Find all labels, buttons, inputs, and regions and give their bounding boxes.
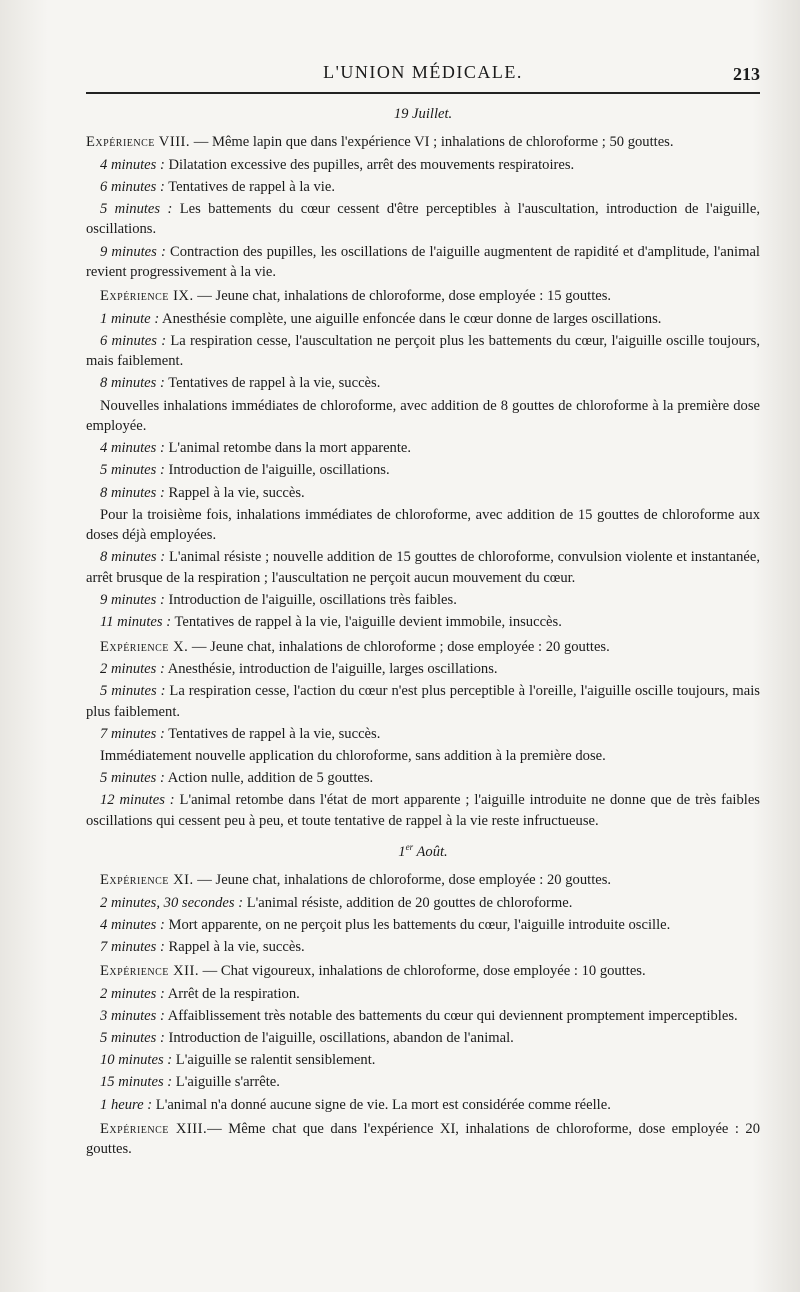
time-label: 7 minutes : (100, 939, 165, 956)
time-label: 1 heure : (100, 1096, 153, 1113)
experiment-text: — Chat vigoureux, inhalations de chloroforme, dose employée : 10 gouttes. (198, 963, 646, 980)
time-label: 4 minutes : (100, 916, 165, 933)
timeline-entry (86, 438, 760, 458)
time-label: 2 minutes : (100, 985, 165, 1002)
experiment-text: — Jeune chat, inhalations de chloroforme, dose employée : 20 gouttes. (193, 872, 612, 889)
time-label: 7 minutes : (100, 725, 165, 742)
entry-text: L'animal résiste ; nouvelle addition de 15 gouttes de chloroforme, convulsion violente et instantanée, arrêt brusque de la respiration ; l'auscultation ne perçoit aucun mouvement du cœur. (86, 549, 760, 586)
timeline-entry (86, 483, 760, 503)
timeline-entry (86, 659, 760, 679)
time-label: 11 minutes : (100, 614, 172, 631)
time-label: 6 minutes : (100, 178, 165, 195)
experiment-xi-intro (86, 870, 760, 890)
timeline-entry (86, 681, 760, 722)
timeline-entry (86, 1028, 760, 1048)
entry-text: Introduction de l'aiguille, oscillations. (164, 462, 390, 479)
entry-text: L'aiguille s'arrête. (172, 1074, 280, 1091)
time-label: 5 minutes : (100, 462, 165, 479)
page-number: 213 (733, 64, 760, 84)
timeline-entry (86, 790, 760, 831)
experiment-text: — Même chat que dans l'expérience XI, inhalations de chloroforme, dose employée : 20 gouttes. (86, 1121, 760, 1158)
header-rule (86, 92, 760, 94)
entry-text: La respiration cesse, l'auscultation ne perçoit plus les battements du cœur, l'aiguille oscille toujours, mais faiblement. (86, 332, 760, 370)
timeline-entry (86, 768, 760, 788)
experiment-x-intro (86, 637, 760, 657)
timeline-entry (86, 199, 760, 240)
time-label: 8 minutes : (100, 375, 165, 392)
time-label: 2 minutes : (100, 660, 165, 677)
experiment-title: Expérience IX. (100, 288, 194, 305)
experiment-text: — Jeune chat, inhalations de chloroforme ; dose employée : 20 gouttes. (188, 638, 610, 655)
time-label: 3 minutes : (100, 1007, 165, 1024)
entry-text: Tentatives de rappel à la vie. (164, 178, 335, 195)
journal-title: L'UNION MÉDICALE. (323, 62, 523, 82)
timeline-entry (86, 612, 760, 632)
experiment-title: Expérience XI. (100, 872, 194, 889)
timeline-entry (86, 915, 760, 935)
experiment-text: — Jeune chat, inhalations de chloroforme, dose employée : 15 gouttes. (193, 288, 612, 305)
time-label: 9 minutes : (100, 592, 165, 609)
entry-text: L'aiguille se ralentit sensiblement. (172, 1052, 376, 1069)
time-label: 15 minutes : (100, 1074, 173, 1091)
experiment-title: Expérience X. (100, 638, 189, 655)
entry-text: Tentatives de rappel à la vie, l'aiguille devient immobile, insuccès. (171, 614, 562, 631)
timeline-entry (86, 373, 760, 393)
time-label: 5 minutes : (100, 1030, 165, 1047)
experiment-ix-intro (86, 286, 760, 306)
experiment-xii-intro (86, 961, 760, 981)
experiment-title: Expérience XIII. (100, 1121, 208, 1138)
entry-text: Rappel à la vie, succès. (164, 484, 305, 501)
timeline-entry (86, 893, 760, 913)
timeline-entry (86, 155, 760, 175)
timeline-entry (86, 547, 760, 588)
entry-text: Tentatives de rappel à la vie, succès. (164, 725, 381, 742)
entry-text: Rappel à la vie, succès. (164, 939, 305, 956)
time-label: 9 minutes : (100, 243, 166, 260)
timeline-entry (86, 984, 760, 1004)
time-label: 8 minutes : (100, 484, 165, 501)
entry-text: Mort apparente, on ne perçoit plus les battements du cœur, l'aiguille introduite oscille. (164, 916, 671, 933)
timeline-entry (86, 590, 760, 610)
date-superscript: er (405, 842, 414, 853)
entry-text: Affaiblissement très notable des battements du cœur qui deviennent promptement imperceptibles. (164, 1007, 738, 1024)
entry-text: Action nulle, addition de 5 gouttes. (164, 770, 374, 787)
article-body (86, 104, 760, 1162)
date-day: 1 (398, 844, 406, 860)
time-label: 2 minutes, 30 secondes : (100, 894, 244, 911)
timeline-entry (86, 1006, 760, 1026)
time-label: 1 minute : (100, 310, 160, 327)
entry-text: La respiration cesse, l'action du cœur n'est plus perceptible à l'oreille, l'aiguille oscille toujours, mais plus faiblement. (86, 683, 760, 720)
running-header (86, 58, 760, 88)
date-heading (86, 837, 760, 862)
time-label: 10 minutes : (100, 1052, 173, 1069)
timeline-entry (86, 460, 760, 480)
time-label: 5 minutes : (100, 201, 173, 218)
entry-text: Tentatives de rappel à la vie, succès. (164, 375, 381, 392)
experiment-viii-intro (86, 132, 760, 152)
experiment-text: — Même lapin que dans l'expérience VI ; inhalations de chloroforme ; 50 gouttes. (190, 134, 674, 151)
entry-text: L'animal résiste, addition de 20 gouttes de chloroforme. (243, 894, 573, 911)
timeline-entry (86, 937, 760, 957)
timeline-entry (86, 242, 760, 283)
date-heading: 19 Juillet. (393, 106, 453, 122)
entry-text: L'animal n'a donné aucune signe de vie. La mort est considérée comme réelle. (152, 1096, 611, 1113)
timeline-entry (86, 724, 760, 744)
experiment-title: Expérience VIII. (86, 134, 191, 151)
paragraph: Nouvelles inhalations immédiates de chloroforme, avec addition de 8 gouttes de chloroforme à la première dose employée. (86, 397, 760, 435)
entry-text: Les battements du cœur cessent d'être perceptibles à l'auscultation, introduction de l'aiguille, oscillations. (86, 201, 760, 238)
time-label: 12 minutes : (100, 792, 175, 809)
time-label: 5 minutes : (100, 683, 166, 700)
date-month: Août. (413, 844, 448, 860)
entry-text: Introduction de l'aiguille, oscillations, abandon de l'animal. (164, 1030, 514, 1047)
entry-text: Introduction de l'aiguille, oscillations très faibles. (164, 592, 457, 609)
entry-text: L'animal retombe dans la mort apparente. (164, 440, 412, 457)
experiment-xiii-intro (86, 1119, 760, 1160)
timeline-entry (86, 177, 760, 197)
timeline-entry (86, 1072, 760, 1092)
entry-text: Dilatation excessive des pupilles, arrêt des mouvements respiratoires. (164, 156, 575, 173)
experiment-title: Expérience XII. (100, 963, 199, 980)
entry-text: Anesthésie complète, une aiguille enfoncée dans le cœur donne de larges oscillations. (159, 310, 662, 327)
entry-text: Anesthésie, introduction de l'aiguille, larges oscillations. (164, 660, 498, 677)
timeline-entry (86, 309, 760, 329)
entry-text: L'animal retombe dans l'état de mort apparente ; l'aiguille introduite ne donne que de très faibles oscillations qui cessent peu à peu, et toute tentative de rappel à la vie reste infructueuse. (86, 792, 760, 829)
timeline-entry (86, 331, 760, 372)
time-label: 6 minutes : (100, 332, 167, 349)
time-label: 4 minutes : (100, 156, 165, 173)
time-label: 4 minutes : (100, 440, 165, 457)
timeline-entry (86, 1095, 760, 1115)
entry-text: Arrêt de la respiration. (164, 985, 300, 1002)
time-label: 5 minutes : (100, 770, 165, 787)
time-label: 8 minutes : (100, 549, 166, 566)
paragraph: Immédiatement nouvelle application du chloroforme, sans addition à la première dose. (100, 747, 606, 764)
timeline-entry (86, 1050, 760, 1070)
entry-text: Contraction des pupilles, les oscillations de l'aiguille augmentent de rapidité et d'amplitude, l'animal revient progressivement à la vie. (86, 243, 760, 281)
paragraph: Pour la troisième fois, inhalations immédiates de chloroforme, avec addition de 15 gouttes de chloroforme aux doses déjà employées. (86, 506, 760, 544)
